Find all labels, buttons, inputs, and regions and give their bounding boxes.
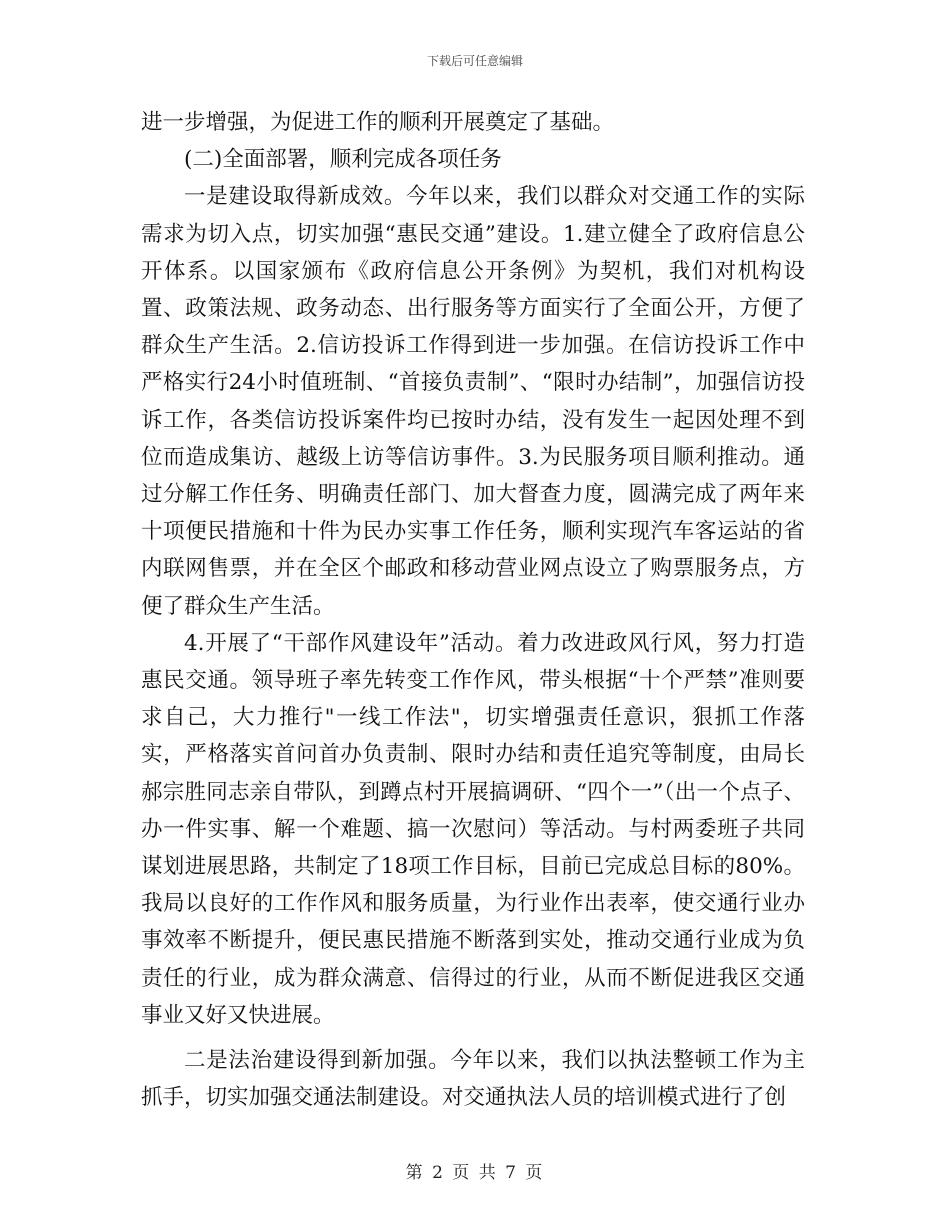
- paragraph-construction: 一是建设取得新成效。今年以来，我们以群众对交通工作的实际需求为切入点，切实加强“惠民交通”建设。1.建立健全了政府信息公开体系。以国家颁布《政府信息公开条例》为契机，我们对机构设置、政策法规、政务动态、出行服务等方面实行了全面公开，方便了群众生产生活。2.信访投诉工作得到进一步加强。在信访投诉工作中严格实行24小时值班制、“首接负责制”、“限时办结制”，加强信访投诉工作，各类信访投诉案件均已按时办结，没有发生一起因处理不到位而造成集访、越级上访等信访事件。3.为民服务项目顺利推动。通过分解工作任务、明确责任部门、加大督查力度，圆满完成了两年来十项便民措施和十件为民办实事工作任务，顺利实现汽车客运站的省内联网售票，并在全区个邮政和移动营业网点设立了购票服务点，方便了群众生产生活。: [141, 184, 805, 619]
- document-body: [141, 104, 805, 1116]
- section-heading: (二)全面部署，顺利完成各项任务: [184, 147, 502, 173]
- paragraph-work-style: 4.开展了“干部作风建设年”活动。着力改进政风行风，努力打造惠民交通。领导班子率先转变工作作风，带头根据“十个严禁”准则要求自己，大力推行"一线工作法"，切实增强责任意识，狠抓工作落实，严格落实首问首办负责制、限时办结和责任追究等制度，由局长郝宗胜同志亲自带队，到蹲点村开展搞调研、“四个一”（出一个点子、办一件实事、解一个难题、搞一次慰问）等活动。与村两委班子共同谋划进展思路，共制定了18项工作目标，目前已完成总目标的80%。我局以良好的工作作风和服务质量，为行业作出表率，使交通行业办事效率不断提升，便民惠民措施不断落到实处，推动交通行业成为负责任的行业，成为群众满意、信得过的行业，从而不断促进我区交通事业又好又快进展。: [141, 630, 805, 1028]
- paragraph-rule-of-law: 二是法治建设得到新加强。今年以来，我们以执法整顿工作为主抓手，切实加强交通法制建设。对交通执法人员的培训模式进行了创: [141, 1048, 805, 1111]
- page-header: 下载后可任意编辑: [426, 54, 523, 68]
- paragraph-continuation: 进一步增强，为促进工作的顺利开展奠定了基础。: [141, 110, 615, 135]
- page-footer: 第 2 页 共 7 页: [405, 1163, 545, 1183]
